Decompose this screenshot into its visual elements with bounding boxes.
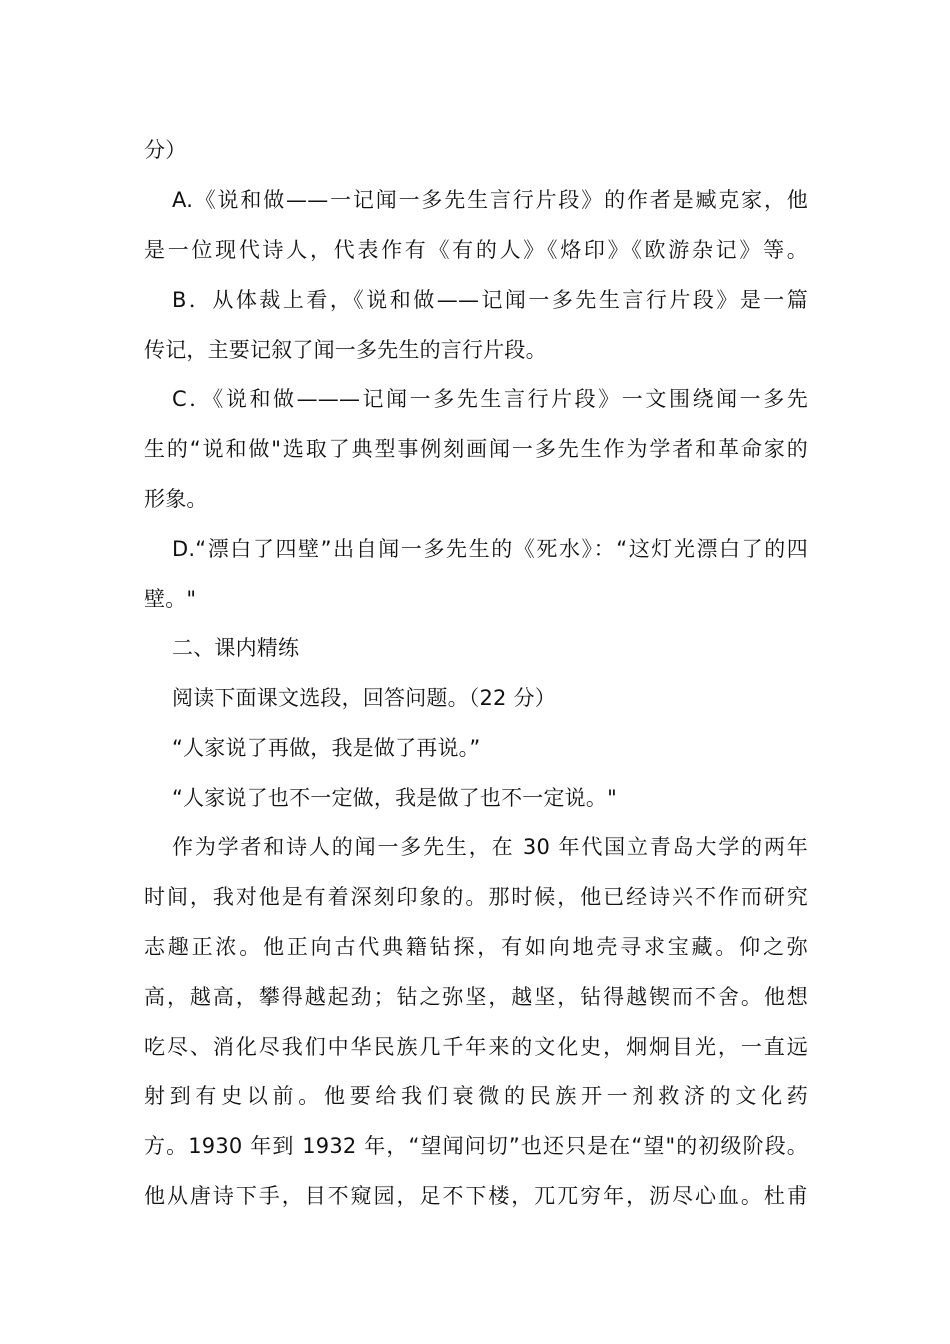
option-b-line-2: 传记，主要记叙了闻一多先生的言行片段。: [144, 338, 547, 362]
passage-line-1: 作为学者和诗人的闻一多先生，在 30 年代国立青岛大学的两年: [172, 835, 808, 859]
option-c-line-3: 形象。: [144, 487, 208, 511]
option-c-line-2: 生的“说和做"选取了典型事例刻画闻一多先生作为学者和革命家的: [144, 437, 808, 461]
reading-instruction: 阅读下面课文选段，回答问题。（22 分）: [172, 686, 556, 710]
passage-line-4: 高，越高，攀得越起劲；钻之弥坚，越坚，钻得越锲而不舍。他想: [144, 985, 808, 1009]
passage-line-7: 方。1930 年到 1932 年，“望闻问切”也还只是在“望"的初级阶段。: [144, 1134, 808, 1158]
option-a-line-2: 是一位现代诗人，代表作有《有的人》《烙印》《欧游杂记》等。: [144, 238, 808, 262]
passage-line-8: 他从唐诗下手，目不窥园，足不下楼，兀兀穷年，沥尽心血。杜甫: [144, 1184, 808, 1208]
passage-line-6: 射到有史以前。他要给我们衰微的民族开一剂救济的文化药: [144, 1084, 808, 1108]
passage-line-3: 志趣正浓。他正向古代典籍钻探，有如向地壳寻求宝藏。仰之弥: [144, 935, 808, 959]
section-heading: 二、课内精练: [172, 636, 300, 660]
option-b-line-1: B．从体裁上看，《说和做——记闻一多先生言行片段》是一篇: [172, 288, 808, 312]
option-c-line-1: C．《说和做———记闻一多先生言行片段》一文围绕闻一多先: [172, 387, 808, 411]
passage-line-2: 时间，我对他是有着深刻印象的。那时候，他已经诗兴不作而研究: [144, 885, 808, 909]
passage-line-5: 吃尽、消化尽我们中华民族几千年来的文化史，炯炯目光，一直远: [144, 1035, 808, 1059]
quote-line-1: “人家说了再做，我是做了再说。”: [172, 736, 481, 760]
option-d-line-1: D.“漂白了四壁”出自闻一多先生的《死水》：“这灯光漂白了的四: [172, 537, 808, 561]
text-line-fragment: 分）: [144, 138, 187, 162]
option-a-line-1: A.《说和做——一记闻一多先生言行片段》的作者是臧克家，他: [172, 188, 808, 212]
option-d-line-2: 壁。": [144, 587, 197, 611]
quote-line-2: “人家说了也不一定做，我是做了也不一定说。": [172, 786, 617, 810]
